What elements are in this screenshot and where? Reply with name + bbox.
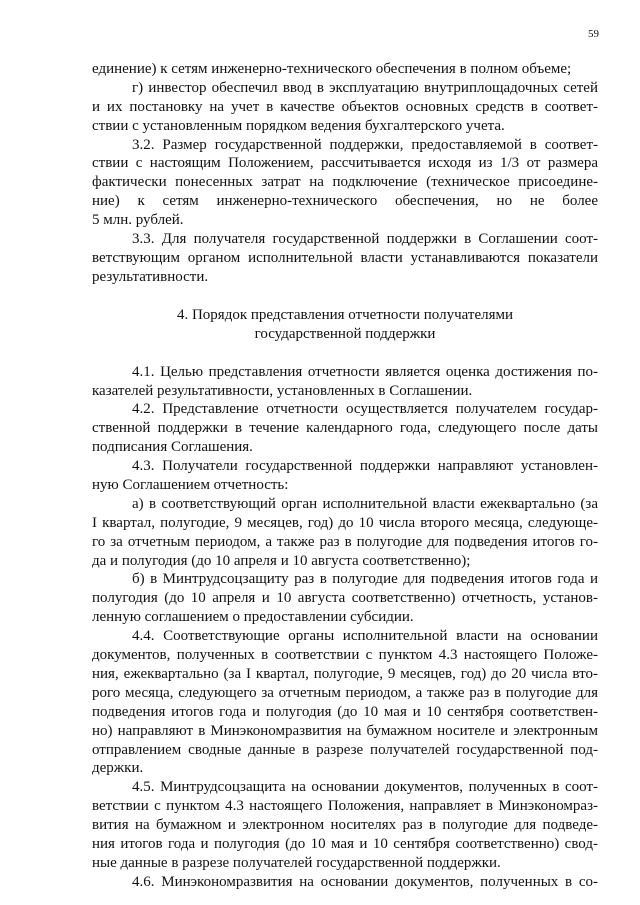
text-line: подписания Соглашения. <box>92 439 253 456</box>
text-line: ния итогов года и полугодия (до 10 мая и 10 сентября соответственно) свод- <box>92 835 598 852</box>
text-line: ветствующим органом исполнительной власти устанавливаются показатели <box>92 249 598 266</box>
paragraph <box>92 60 598 79</box>
text-line: 4.2. Представление отчетности осуществляется получателем государ- <box>132 401 598 418</box>
text-line: 3.2. Размер государственной поддержки, предоставляемой в соответ- <box>132 136 598 153</box>
text-line: фактически понесенных затрат на подключение (техническое присоедине- <box>92 174 598 191</box>
top-paragraphs <box>92 60 598 287</box>
paragraph <box>92 873 598 892</box>
section-heading-line-1: 4. Порядок представления отчетности получателями <box>176 306 514 323</box>
text-line: 4.4. Соответствующие органы исполнительной власти на основании <box>132 628 598 645</box>
paragraph <box>92 400 598 457</box>
paragraph <box>92 627 598 778</box>
text-line: но) направляют в Минэкономразвития на бумажном носителе и электронным <box>92 722 598 739</box>
text-line: б) в Минтрудсоцзащиту раз в полугодие для подведения итогов года и <box>132 571 598 588</box>
text-line: 4.1. Целью представления отчетности является оценка достижения по- <box>132 363 598 380</box>
text-line: полугодия (до 10 апреля и 10 августа соответственно) отчетность, установ- <box>92 590 598 607</box>
paragraph <box>92 230 598 287</box>
text-line: I квартал, полугодие, 9 месяцев, год) до 10 числа второго месяца, следующе- <box>92 514 598 531</box>
paragraph <box>92 778 598 872</box>
text-line: 3.3. Для получателя государственной поддержки в Соглашении соот- <box>132 231 598 248</box>
text-line: ния, ежеквартально (за I квартал, полугодие, 9 месяцев, год) до 20 числа вто- <box>92 665 598 682</box>
text-line: рого месяца, следующего за отчетным периодом, а также раз в полугодие для <box>92 684 598 701</box>
text-line: ствии с настоящим Положением, рассчитывается исходя из 1/3 от размера <box>92 155 598 172</box>
text-line: го за отчетным периодом, а также раз в полугодие для подведения итогов го- <box>92 533 598 550</box>
text-line: да и полугодия (до 10 апреля и 10 августа соответственно); <box>92 552 471 569</box>
text-line: а) в соответствующий орган исполнительной власти ежеквартально (за <box>132 495 598 512</box>
text-line: 5 млн. рублей. <box>92 212 184 229</box>
text-line: вития на бумажном и электронном носителях раз в полугодие для подведе- <box>92 817 598 834</box>
text-line: документов, полученных в соответствии с пунктом 4.3 настоящего Положе- <box>92 647 598 664</box>
text-line: 4.6. Минэкономразвития на основании документов, полученных в со- <box>132 873 598 890</box>
text-line: ние) к сетям инженерно-технического обеспечения, но не более <box>92 193 598 210</box>
text-line: ленную соглашением о предоставлении субсидии. <box>92 609 414 626</box>
text-line: 4.3. Получатели государственной поддержки направляют установлен- <box>132 458 598 475</box>
text-line: держки. <box>92 760 144 777</box>
paragraph <box>92 79 598 136</box>
paragraph <box>92 570 598 627</box>
text-line: 4.5. Минтрудсоцзащита на основании документов, полученных в соот- <box>132 779 598 796</box>
paragraph <box>92 495 598 571</box>
text-line: казателей результативности, установленных в Соглашении. <box>92 382 473 399</box>
document-body <box>92 60 598 892</box>
page-number: 59 <box>588 28 599 40</box>
paragraph <box>92 363 598 401</box>
text-line: ственной поддержки в течение календарного года, следующего после даты <box>92 420 598 437</box>
text-line: и их постановку на учет в качестве объектов основных средств в соответ- <box>92 98 598 115</box>
text-line: ную Соглашением отчетность: <box>92 477 289 494</box>
text-line: отправлением сводные данные в разрезе получателей государственной под- <box>92 741 598 758</box>
bottom-paragraphs <box>92 363 598 892</box>
text-line: ствии с установленным порядком ведения бухгалтерского учета. <box>92 117 505 134</box>
text-line: результативности. <box>92 268 209 285</box>
text-line: ветствии с пунктом 4.3 настоящего Положения, направляет в Минэкономраз- <box>92 798 598 815</box>
text-line: подведения итогов года и полугодия (до 10 мая и 10 сентября соответствен- <box>92 703 598 720</box>
text-line: ные данные в разрезе получателей государственной поддержки. <box>92 854 501 871</box>
text-line: г) инвестор обеспечил ввод в эксплуатацию внутриплощадочных сетей <box>132 79 598 96</box>
paragraph <box>92 136 598 230</box>
paragraph <box>92 457 598 495</box>
text-line: единение) к сетям инженерно-технического обеспечения в полном объеме; <box>92 61 572 77</box>
section-heading-line-2: государственной поддержки <box>254 325 436 342</box>
